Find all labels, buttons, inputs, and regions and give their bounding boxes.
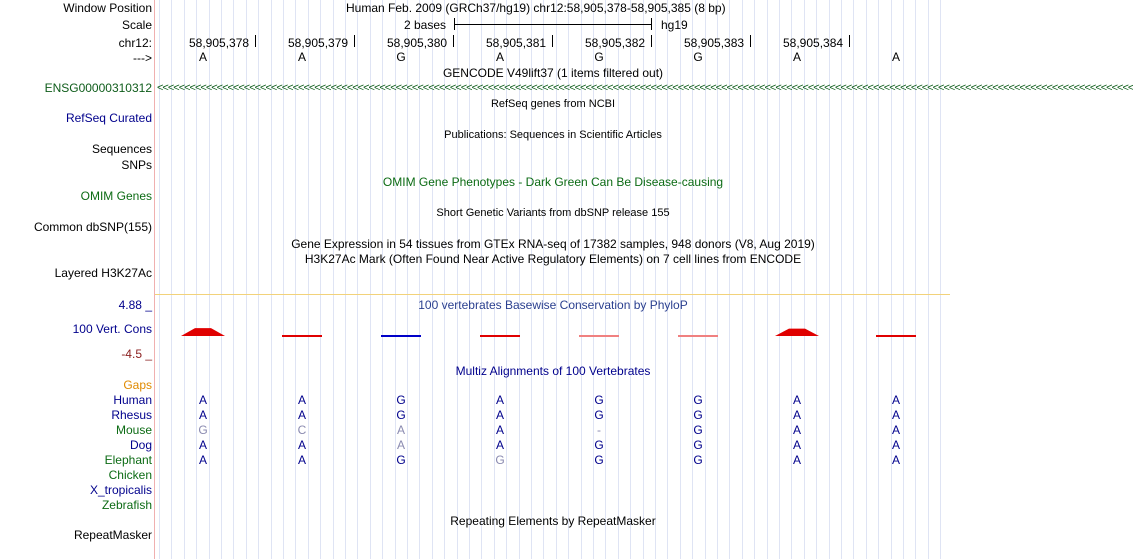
aligned-base: A: [792, 438, 801, 452]
aligned-base: A: [891, 438, 900, 452]
reference-base: G: [594, 50, 604, 64]
aligned-base: A: [198, 393, 207, 407]
reference-base: A: [495, 50, 504, 64]
reference-base: G: [693, 50, 703, 64]
aligned-base: A: [495, 438, 504, 452]
refseq-track-title: RefSeq genes from NCBI: [490, 98, 616, 110]
omim-track-title: OMIM Gene Phenotypes - Dark Green Can Be Disease-causing: [382, 175, 724, 189]
snps-track-label[interactable]: SNPs: [121, 158, 152, 172]
aligned-base: A: [792, 423, 801, 437]
reference-base: G: [396, 50, 406, 64]
h3k27ac-track-label[interactable]: Layered H3K27Ac: [54, 266, 152, 280]
aligned-base: A: [891, 393, 900, 407]
h3k27ac-track-title: H3K27Ac Mark (Often Found Near Active Regulatory Elements) on 7 cell lines from ENCODE: [304, 252, 802, 266]
aligned-base: A: [198, 438, 207, 452]
aligned-base: G: [198, 423, 208, 437]
gencode-gene-feature[interactable]: <<<<<<<<<<<<<<<<<<<<<<<<<<<<<<<<<<<<<<<<<<<<<<<<<<<<<<<<<<<<<<<<<<<<<<<<<<<<<<<<<<<<<<<<<<<<<<<<<<<<<<<<<<<<<<<<<<<<<<<<<<<<<<<<<<<<<<<<<<<<<<<<<<<<<<<<<<<<<<<<<<<<<<<<<<<<<<<<<<<<: [157, 82, 1133, 94]
scale-assembly: hg19: [661, 18, 688, 32]
window-position-label: Window Position: [63, 1, 152, 15]
repeatmasker-track-label[interactable]: RepeatMasker: [73, 528, 152, 542]
omim-track-label[interactable]: OMIM Genes: [80, 189, 152, 203]
ruler-position-label: 58,905,383: [684, 36, 745, 50]
species-label[interactable]: Mouse: [115, 423, 152, 437]
repeatmasker-track-title: Repeating Elements by RepeatMasker: [450, 514, 656, 528]
aligned-base: A: [495, 408, 504, 422]
aligned-base: A: [297, 453, 306, 467]
ruler-position-label: 58,905,380: [387, 36, 448, 50]
aligned-base: A: [297, 408, 306, 422]
aligned-base: G: [594, 453, 604, 467]
chrom-label: chr12:: [118, 36, 152, 50]
scale-label: Scale: [121, 18, 152, 32]
aligned-base: A: [198, 453, 207, 467]
aligned-base: G: [396, 393, 406, 407]
aligned-base: A: [891, 453, 900, 467]
aligned-base: A: [495, 393, 504, 407]
aligned-base: A: [792, 393, 801, 407]
reference-base: A: [792, 50, 801, 64]
aligned-base: A: [891, 408, 900, 422]
reference-base: A: [198, 50, 207, 64]
species-label[interactable]: Elephant: [104, 453, 152, 467]
dbsnp-track-label[interactable]: Common dbSNP(155): [33, 220, 152, 234]
scale-bases-text: 2 bases: [404, 18, 447, 32]
species-label[interactable]: Human: [113, 393, 152, 407]
phylop-bar: [876, 335, 916, 337]
aligned-base: A: [792, 408, 801, 422]
phylop-max-label: 4.88 _: [118, 298, 152, 312]
aligned-base: A: [297, 393, 306, 407]
aligned-base: G: [594, 408, 604, 422]
aligned-base: G: [693, 393, 703, 407]
aligned-base: C: [297, 423, 307, 437]
refseq-track-label[interactable]: RefSeq Curated: [65, 111, 152, 125]
species-label[interactable]: Chicken: [108, 468, 152, 482]
aligned-base: G: [594, 393, 604, 407]
ruler-position-label: 58,905,384: [783, 36, 844, 50]
gencode-track-title: GENCODE V49lift37 (1 items filtered out): [442, 66, 664, 80]
aligned-base: G: [693, 438, 703, 452]
reference-base: A: [891, 50, 900, 64]
ruler-position-label: 58,905,381: [486, 36, 547, 50]
species-label[interactable]: X_tropicalis: [89, 483, 152, 497]
aligned-base: A: [396, 423, 405, 437]
phylop-peak: [775, 329, 819, 336]
phylop-peak: [181, 328, 225, 336]
phylop-track-label[interactable]: 100 Vert. Cons: [72, 322, 152, 336]
phylop-bar: [579, 335, 619, 337]
aligned-base: G: [693, 423, 703, 437]
species-label[interactable]: Rhesus: [111, 408, 152, 422]
gaps-label[interactable]: Gaps: [123, 378, 152, 392]
aligned-base: -: [597, 423, 601, 437]
aligned-base: A: [297, 438, 306, 452]
phylop-min-label: -4.5 _: [121, 347, 152, 361]
reference-base: A: [297, 50, 306, 64]
aligned-base: G: [396, 453, 406, 467]
aligned-base: A: [792, 453, 801, 467]
publications-track-title: Publications: Sequences in Scientific Articles: [444, 129, 662, 141]
aligned-base: G: [495, 453, 505, 467]
phylop-track-title: 100 vertebrates Basewise Conservation by PhyloP: [418, 298, 688, 312]
window-position-value: Human Feb. 2009 (GRCh37/hg19) chr12:58,905,378-58,905,385 (8 bp): [346, 1, 726, 15]
dbsnp-track-title: Short Genetic Variants from dbSNP release 155: [436, 207, 670, 219]
sequences-track-label[interactable]: Sequences: [91, 142, 152, 156]
species-label[interactable]: Zebrafish: [101, 498, 152, 512]
phylop-bar: [282, 335, 322, 337]
aligned-base: G: [594, 438, 604, 452]
phylop-bar: [381, 335, 421, 337]
multiz-track-title: Multiz Alignments of 100 Vertebrates: [455, 364, 651, 378]
aligned-base: A: [495, 423, 504, 437]
species-label[interactable]: Dog: [129, 438, 152, 452]
phylop-bar: [678, 335, 718, 337]
aligned-base: G: [396, 408, 406, 422]
phylop-bar: [480, 335, 520, 337]
ruler-position-label: 58,905,378: [189, 36, 250, 50]
strand-label: --->: [133, 51, 152, 65]
aligned-base: A: [198, 408, 207, 422]
aligned-base: G: [693, 453, 703, 467]
gencode-gene-label[interactable]: ENSG00000310312: [44, 81, 152, 95]
aligned-base: A: [396, 438, 405, 452]
ruler-position-label: 58,905,382: [585, 36, 646, 50]
aligned-base: A: [891, 423, 900, 437]
ruler-position-label: 58,905,379: [288, 36, 349, 50]
aligned-base: G: [693, 408, 703, 422]
gtex-track-title: Gene Expression in 54 tissues from GTEx RNA-seq of 17382 samples, 948 donors (V8, Aug 2019): [291, 237, 815, 251]
